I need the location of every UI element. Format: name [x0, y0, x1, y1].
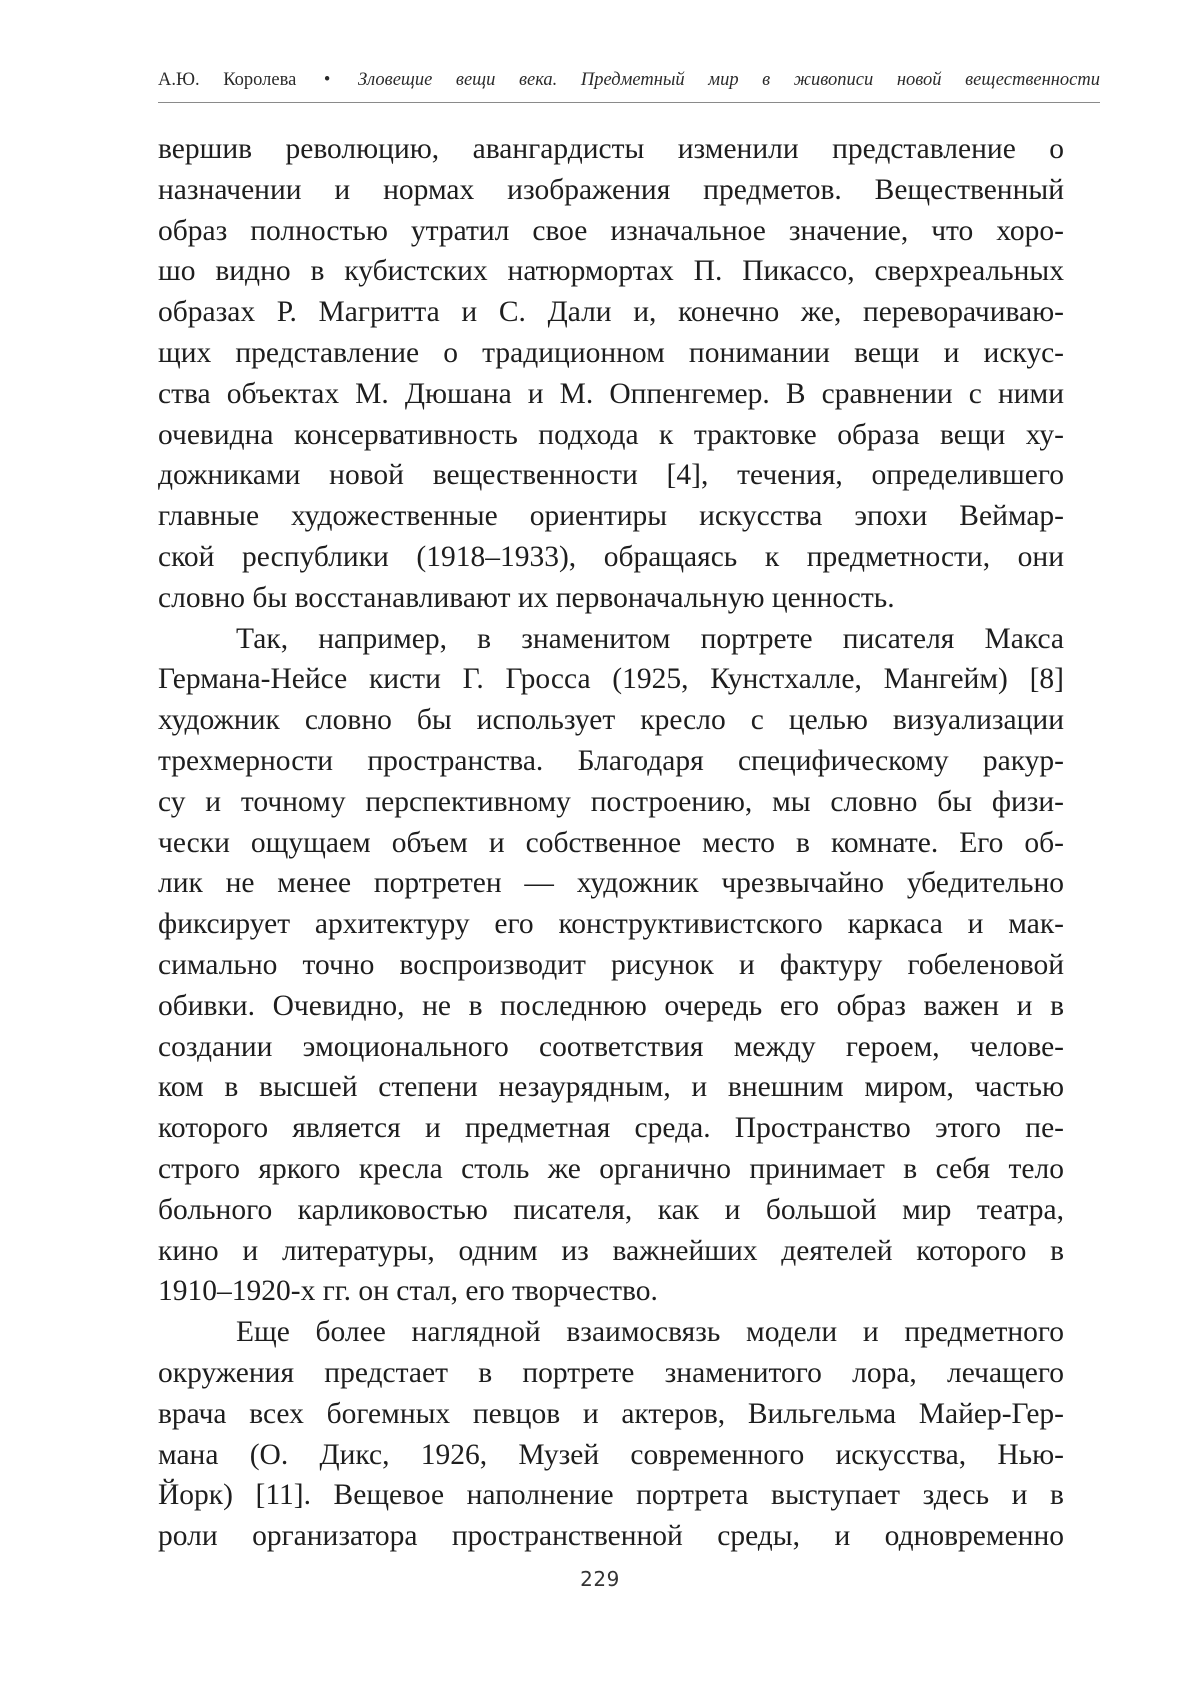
text-line: образах Р. Магритта и С. Дали и, конечно же, переворачиваю-	[158, 296, 1064, 329]
paragraph	[158, 129, 1064, 619]
text-line: Так, например, в знаменитом портрете писателя Макса	[236, 622, 1064, 655]
text-line: ства объектах М. Дюшана и М. Оппенгемер. В сравнении с ними	[158, 377, 1064, 410]
text-line: дожниками новой вещественности [4], течения, определившего	[158, 459, 1064, 492]
text-line: симально точно воспроизводит рисунок и фактуру гобеленовой	[158, 948, 1064, 981]
running-head-title: Зловещие вещи века. Предметный мир в живописи новой вещественности	[357, 70, 1101, 90]
text-line: создании эмоционального соответствия между героем, челове-	[158, 1030, 1064, 1063]
text-line: вершив революцию, авангардисты изменили представление о	[158, 133, 1064, 165]
text-line: обивки. Очевидно, не в последнюю очередь его образ важен и в	[158, 989, 1064, 1022]
text-line: 1910–1920-х гг. он стал, его творчество.	[158, 1275, 658, 1308]
text-line: лик не менее портретен — художник чрезвычайно убедительно	[158, 867, 1064, 900]
text-line: художник словно бы использует кресло с целью визуализации	[158, 704, 1064, 737]
text-line: фиксирует архитектуру его конструктивистского каркаса и мак-	[158, 908, 1064, 941]
text-line: кино и литературы, одним из важнейших деятелей которого в	[158, 1234, 1064, 1267]
text-line: шо видно в кубистских натюрмортах П. Пикассо, сверхреальных	[158, 255, 1064, 288]
text-line: главные художественные ориентиры искусства эпохи Веймар-	[158, 500, 1064, 533]
page-number: 229	[580, 1567, 620, 1591]
running-head-author: А.Ю. Королева	[158, 70, 297, 90]
text-line: назначении и нормах изображения предметов. Вещественный	[158, 173, 1064, 206]
text-line: Еще более наглядной взаимосвязь модели и предметного	[236, 1316, 1064, 1349]
text-line: чески ощущаем объем и собственное место в комнате. Его об-	[158, 826, 1064, 859]
text-line: трехмерности пространства. Благодаря специфическому ракур-	[158, 744, 1064, 777]
text-line: мана (О. Дикс, 1926, Музей современного искусства, Нью-	[158, 1438, 1064, 1471]
paragraph	[158, 1312, 1064, 1557]
text-line: врача всех богемных певцов и актеров, Вильгельма Майер-Гер-	[158, 1397, 1064, 1430]
text-line: больного карликовостью писателя, как и большой мир театра,	[158, 1193, 1064, 1226]
text-line: щих представление о традиционном понимании вещи и искус-	[158, 336, 1064, 369]
text-line: ской республики (1918–1933), обращаясь к предметности, они	[158, 540, 1064, 573]
text-line: Германа-Нейсе кисти Г. Гросса (1925, Кунстхалле, Мангейм) [8]	[158, 663, 1064, 696]
text-line: Йорк) [11]. Вещевое наполнение портрета выступает здесь и в	[158, 1479, 1064, 1512]
text-line: роли организатора пространственной среды, и одновременно	[158, 1520, 1064, 1553]
text-line: которого является и предметная среда. Пространство этого пе-	[158, 1112, 1064, 1145]
text-line: образ полностью утратил свое изначальное значение, что хоро-	[158, 214, 1064, 247]
running-head-bullet: •	[323, 70, 331, 90]
text-line: су и точному перспективному построению, мы словно бы физи-	[158, 785, 1064, 818]
text-line: окружения предстает в портрете знаменитого лора, лечащего	[158, 1356, 1064, 1389]
text-line: ком в высшей степени незаурядным, и внешним миром, частью	[158, 1071, 1064, 1104]
text-line: строго яркого кресла столь же органично принимает в себя тело	[158, 1152, 1064, 1185]
text-line: словно бы восстанавливают их первоначальную ценность.	[158, 581, 895, 614]
paragraph	[158, 619, 1064, 1313]
body-text	[158, 129, 1064, 1557]
running-head	[158, 68, 1100, 103]
text-line: очевидна консервативность подхода к трактовке образа вещи ху-	[158, 418, 1064, 451]
